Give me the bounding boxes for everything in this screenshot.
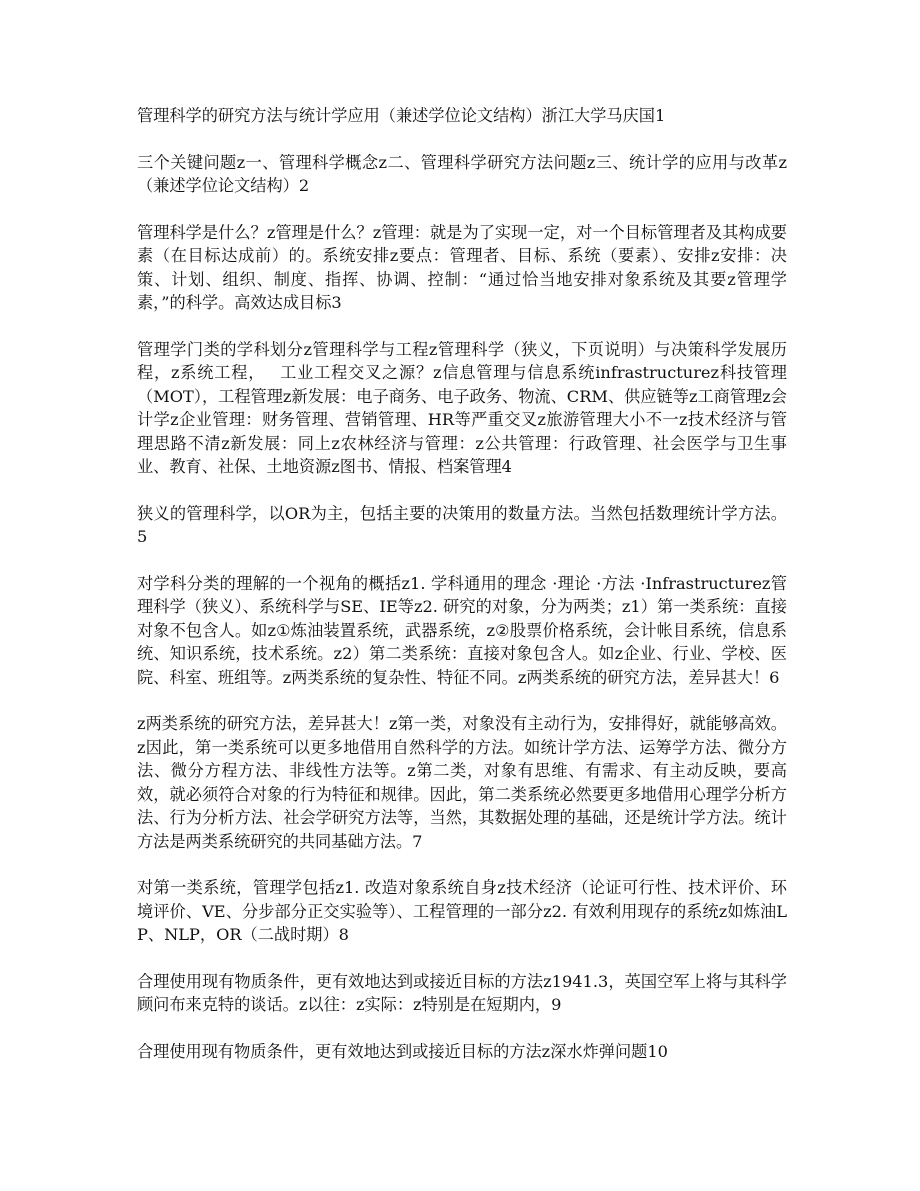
paragraph-8: 对第一类系统，管理学包括z1. 改造对象系统自身z技术经济（论证可行性、技术评价、环境评价、VE、分步部分正交实验等）、工程管理的一部分z2. 有效利用现存的系统z如炼油LP、NLP，OR（二战时期）8: [137, 878, 787, 944]
paragraph-3: 管理科学是什么？z管理是什么？z管理：就是为了实现一定，对一个目标管理者及其构成要素（在目标达成前）的。系统安排z要点：管理者、目标、系统（要素）、安排z安排：决策、计划、组织、制度、指挥、协调、控制：“通过恰当地安排对象系统及其要z管理学素，”的科学。高效达成目标3: [137, 222, 787, 312]
paragraph-2: 三个关键问题z一、管理科学概念z二、管理科学研究方法问题z三、统计学的应用与改革z（兼述学位论文结构）2: [137, 152, 787, 195]
paragraph-7: z两类系统的研究方法，差异甚大！z第一类，对象没有主动行为，安排得好，就能够高效。z因此，第一类系统可以更多地借用自然科学的方法。如统计学方法、运筹学方法、微分方法、微分方程方法、非线性方法等。z第二类，对象有思维、有需求、有主动反映，要高效，就必须符合对象的行为特征和规律。因此，第二类系统必然要更多地借用心理学分析方法、行为分析方法、社会学研究方法等，当然，其数据处理的基础，还是统计学方法。统计方法是两类系统研究的共同基础方法。7: [137, 714, 787, 851]
paragraph-4: 管理学门类的学科划分z管理科学与工程z管理科学（狭义，下页说明）与决策科学发展历程，z系统工程， 工业工程交叉之源？z信息管理与信息系统infrastructurez科技管理（MOT），工程管理z新发展：电子商务、电子政务、物流、CRM、供应链等z工商管理z会计学z企业管理：财务管理、营销管理、HR等严重交叉z旅游管理大小不一z技术经济与管理思路不清z新发展：同上z农林经济与管理：z公共管理：行政管理、社会医学与卫生事业、教育、社保、土地资源z图书、情报、档案管理4: [137, 339, 787, 476]
paragraph-1: 管理科学的研究方法与统计学应用（兼述学位论文结构）浙江大学马庆国1: [137, 106, 666, 125]
paragraph-10: 合理使用现有物质条件，更有效地达到或接近目标的方法z深水炸弹问题10: [137, 1041, 668, 1061]
document-page: [137, 104, 787, 1086]
paragraph-5: 狭义的管理科学，以OR为主，包括主要的决策用的数量方法。当然包括数理统计学方法。5: [137, 503, 787, 546]
paragraph-6: 对学科分类的理解的一个视角的概括z1. 学科通用的理念 ·理论 ·方法 ·Infrastructurez管理科学（狭义）、系统科学与SE、IE等z2. 研究的对象，分为两类；z1）第一类系统：直接对象不包含人。如z①炼油装置系统，武器系统，z②股票价格系统，会计帐目系统，信息系统、知识系统，技术系统。z2）第二类系统：直接对象包含人。如z企业、行业、学校、医院、科室、班组等。z两类系统的复杂性、特征不同。z两类系统的研究方法，差异甚大！6: [137, 573, 787, 687]
paragraph-9: 合理使用现有物质条件，更有效地达到或接近目标的方法z1941.3，英国空军上将与其科学顾问布来克特的谈话。z以往：z实际：z特别是在短期内，9: [137, 971, 787, 1014]
